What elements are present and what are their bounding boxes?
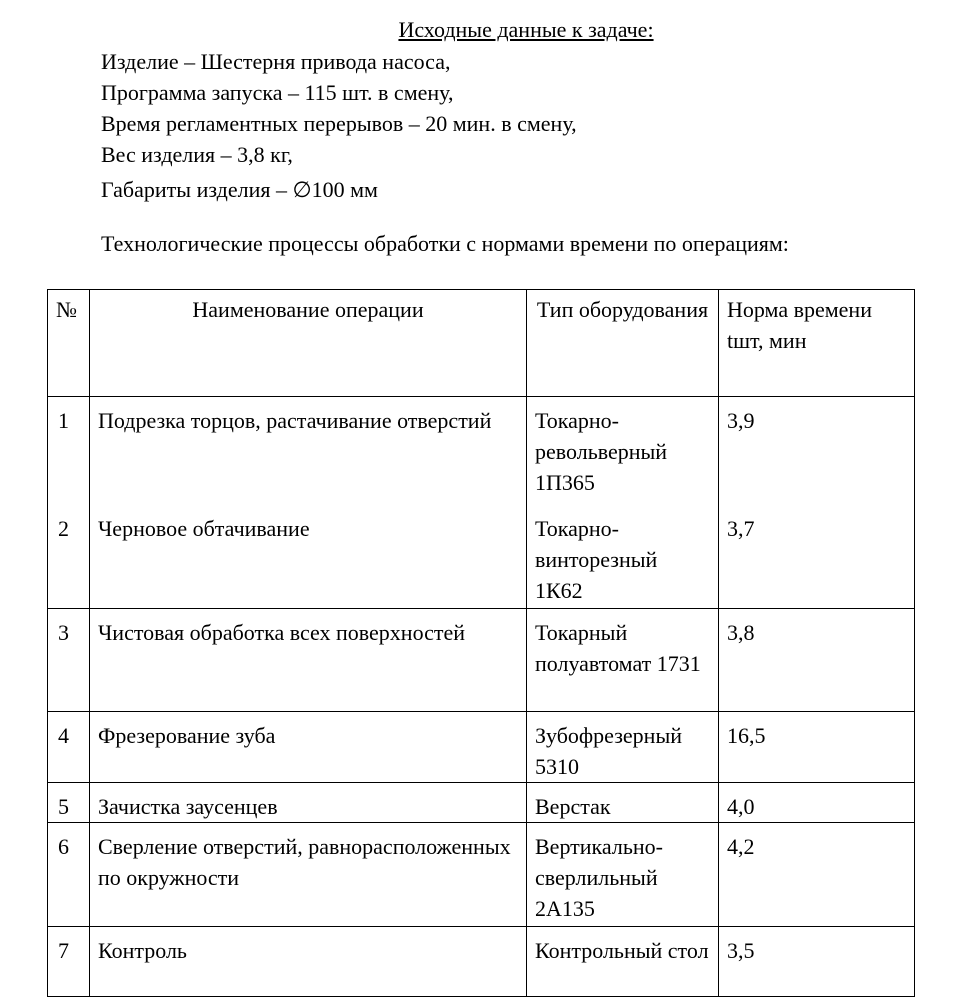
cell-equipment: Контрольный стол (527, 927, 719, 997)
cell-number: 4 (48, 712, 90, 783)
table-row (48, 927, 915, 997)
cell-operation: Черновое обтачивание (90, 505, 527, 609)
table-row (48, 505, 915, 609)
cell-equipment: Верстак (527, 783, 719, 823)
table-row (48, 823, 915, 927)
cell-equipment: Токарный полуавтомат 1731 (527, 609, 719, 712)
param-dimensions: Габариты изделия – ∅100 мм (101, 177, 378, 202)
param-program: Программа запуска – 115 шт. в смену, (101, 80, 454, 105)
cell-operation: Контроль (90, 927, 527, 997)
cell-time-norm: 4,2 (719, 823, 915, 927)
cell-equipment: Вертикально-сверлильный 2А135 (527, 823, 719, 927)
cell-number: 6 (48, 823, 90, 927)
cell-number: 1 (48, 397, 90, 506)
cell-operation: Подрезка торцов, растачивание отверстий (90, 397, 527, 506)
cell-time-norm: 16,5 (719, 712, 915, 783)
cell-time-norm: 3,9 (719, 397, 915, 506)
cell-number: 7 (48, 927, 90, 997)
cell-number: 3 (48, 609, 90, 712)
param-weight: Вес изделия – 3,8 кг, (101, 142, 293, 167)
table-row (48, 609, 915, 712)
operations-table (47, 289, 915, 997)
cell-time-norm: 3,5 (719, 927, 915, 997)
table-row (48, 783, 915, 823)
page-title: Исходные данные к задаче: (398, 17, 654, 42)
cell-number: 2 (48, 505, 90, 609)
cell-equipment: Токарно-револьверный 1П365 (527, 397, 719, 506)
cell-equipment: Токарно-винторезный 1К62 (527, 505, 719, 609)
header-time-norm: Норма времени tшт, мин (719, 290, 915, 397)
cell-time-norm: 3,8 (719, 609, 915, 712)
header-number: № (48, 290, 90, 397)
cell-operation: Сверление отверстий, равнорасположенных по окружности (90, 823, 527, 927)
cell-operation: Фрезерование зуба (90, 712, 527, 783)
table-row (48, 712, 915, 783)
param-breaks: Время регламентных перерывов – 20 мин. в смену, (101, 111, 577, 136)
header-operation: Наименование операции (90, 290, 527, 397)
cell-time-norm: 3,7 (719, 505, 915, 609)
task-parameters (101, 46, 577, 205)
cell-operation: Зачистка заусенцев (90, 783, 527, 823)
cell-operation: Чистовая обработка всех поверхностей (90, 609, 527, 712)
table-row (48, 397, 915, 506)
cell-time-norm: 4,0 (719, 783, 915, 823)
cell-number: 5 (48, 783, 90, 823)
table-intro: Технологические процессы обработки с нормами времени по операциям: (101, 231, 789, 256)
table-header-row (48, 290, 915, 397)
cell-equipment: Зубофрезерный 5310 (527, 712, 719, 783)
param-product: Изделие – Шестерня привода насоса, (101, 49, 451, 74)
header-equipment: Тип оборудования (527, 290, 719, 397)
